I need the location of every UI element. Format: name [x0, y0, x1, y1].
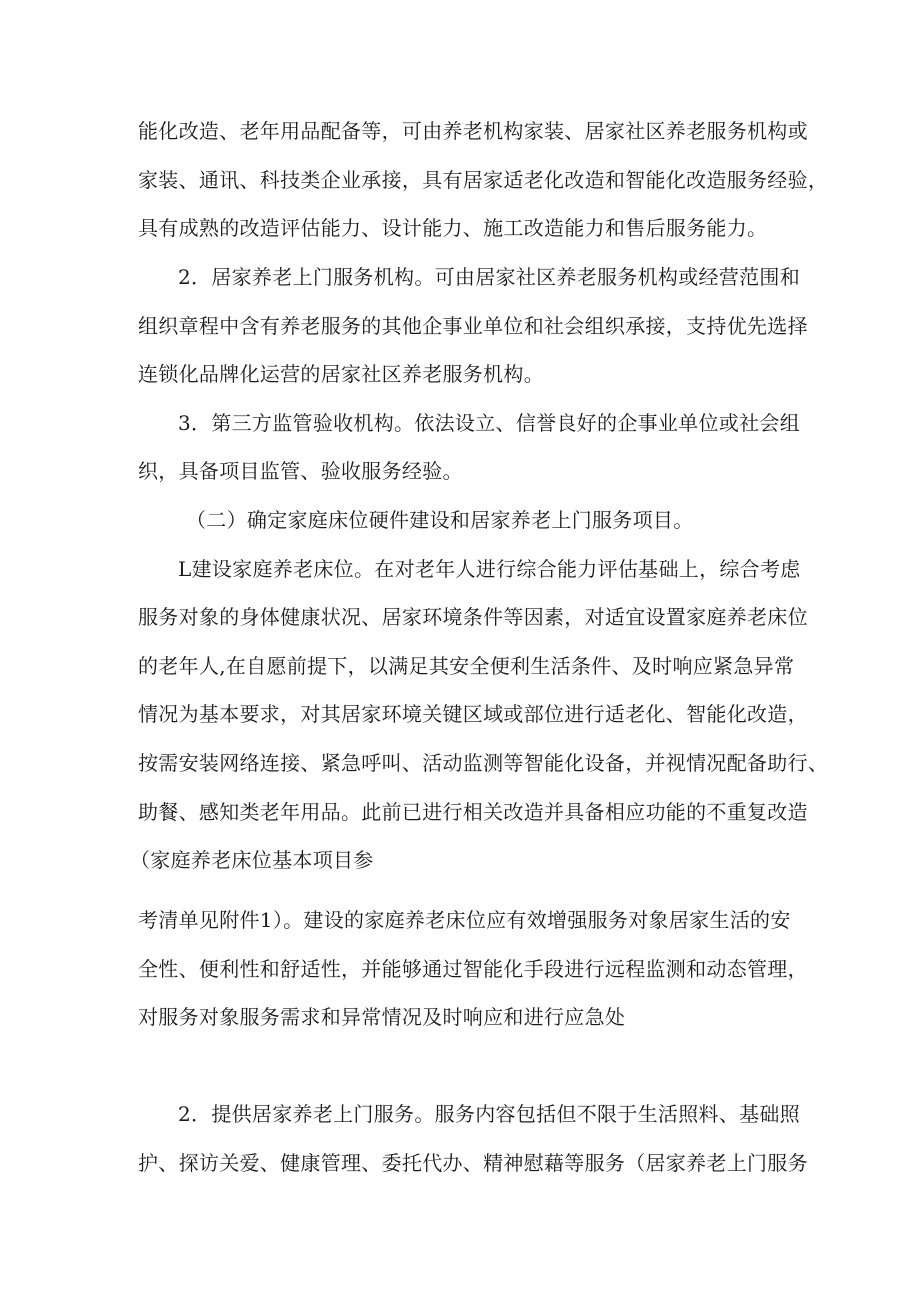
- text-line: 考清单见附件1）。建设的家庭养老床位应有效增强服务对象居家生活的安: [138, 908, 791, 932]
- text-line: 2．居家养老上门服务机构。可由居家社区养老服务机构或经营范围和: [178, 265, 801, 289]
- text-line: 能化改造、老年用品配备等，可由养老机构家装、居家社区养老服务机构或: [138, 119, 808, 143]
- text-line: 织，具备项目监管、验收服务经验。: [138, 459, 463, 483]
- text-line: 连锁化品牌化运营的居家社区养老服务机构。: [138, 362, 544, 386]
- text-line: 对服务对象服务需求和异常情况及时响应和进行应急处: [138, 1005, 626, 1029]
- text-line: L建设家庭养老床位。在对老年人进行综合能力评估基础上，综合考虑: [178, 557, 801, 581]
- text-line: 家装、通讯、科技类企业承接，具有居家适老化改造和智能化改造服务经验，: [138, 168, 829, 192]
- text-line: 助餐、感知类老年用品。此前已进行相关改造并具备相应功能的不重复改造: [138, 800, 808, 824]
- text-line: 具有成熟的改造评估能力、设计能力、施工改造能力和售后服务能力。: [138, 216, 768, 240]
- text-line: 3．第三方监管验收机构。依法设立、信誉良好的企事业单位或社会组: [178, 411, 801, 435]
- section-heading: （二）确定家庭床位硬件建设和居家养老上门服务项目。: [186, 508, 694, 532]
- text-line: 护、探访关爱、健康管理、委托代办、精神慰藉等服务（居家养老上门服务: [138, 1151, 808, 1175]
- text-line: 的老年人,在自愿前提下，以满足其安全便利生活条件、及时响应紧急异常: [138, 654, 795, 678]
- text-line: 情况为基本要求，对其居家环境关键区域或部位进行适老化、智能化改造，: [138, 702, 808, 726]
- text-line: 2．提供居家养老上门服务。服务内容包括但不限于生活照料、基础照: [178, 1102, 801, 1126]
- text-line: （家庭养老床位基本项目参: [130, 848, 374, 872]
- text-line: 组织章程中含有养老服务的其他企事业单位和社会组织承接，支持优先选择: [138, 314, 808, 338]
- text-line: 按需安装网络连接、紧急呼叫、活动监测等智能化设备，并视情况配备助行、: [138, 751, 829, 775]
- text-line: 服务对象的身体健康状况、居家环境条件等因素，对适宜设置家庭养老床位: [138, 605, 808, 629]
- text-line: 全性、便利性和舒适性，并能够通过智能化手段进行远程监测和动态管理，: [138, 957, 808, 981]
